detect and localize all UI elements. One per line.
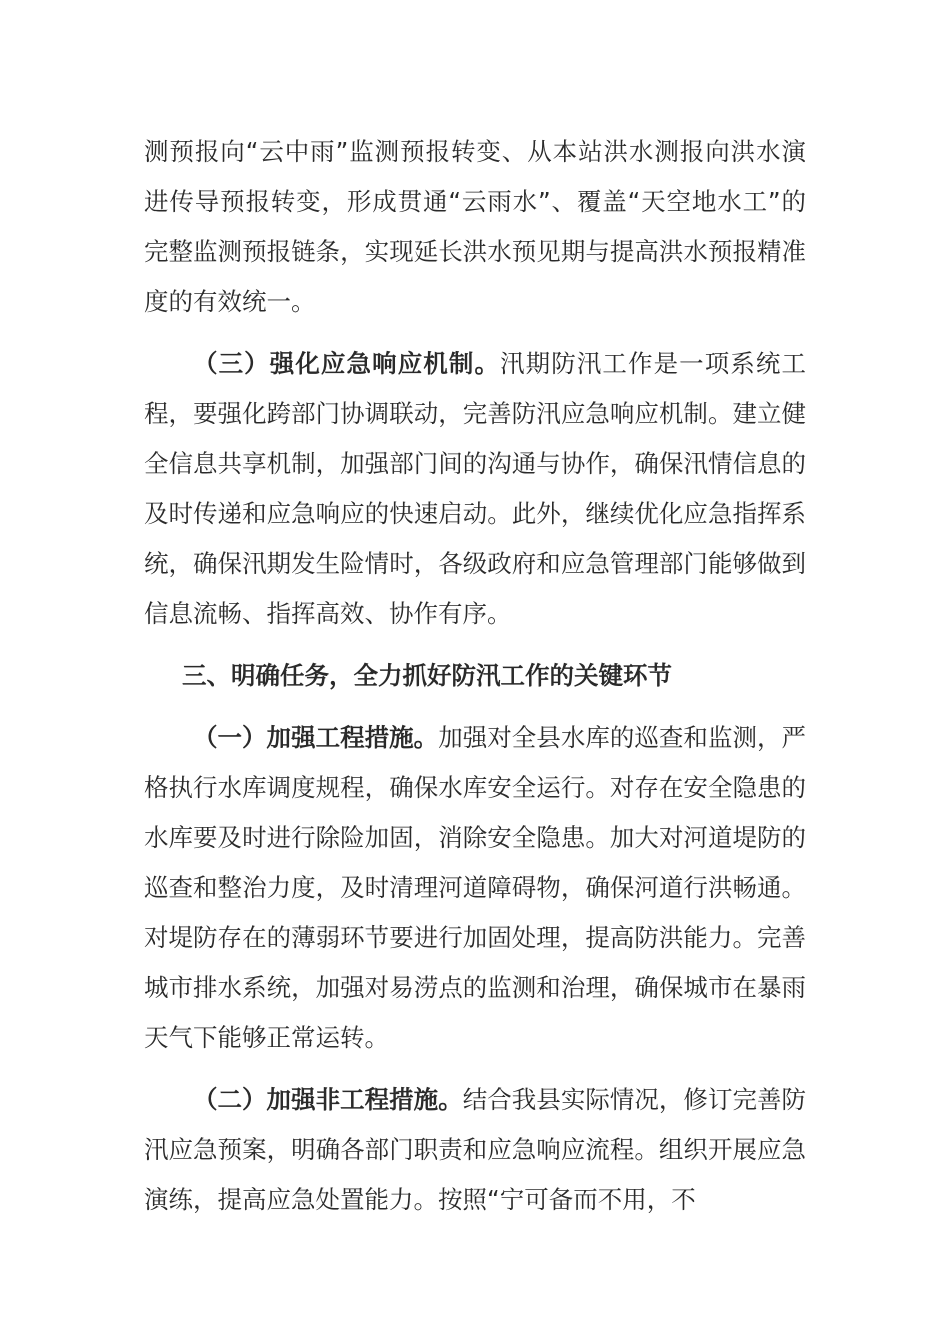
document-page (144, 127, 806, 1225)
section-heading: 三、明确任务，全力抓好防汛工作的关键环节 (182, 661, 672, 690)
paragraph-lead-title: （三）强化应急响应机制。 (193, 349, 501, 378)
paragraph-lead-title: （一）加强工程措施。 (193, 723, 439, 752)
paragraph-text: 结合我县实际情况，修订完善防汛应急预案，明确各部门职责和应急响应流程。组织开展应急演练，提高应急处置能力。按照“宁可备而不用，不 (144, 1085, 807, 1214)
paragraph-lead-title: （二）加强非工程措施。 (193, 1085, 463, 1114)
paragraph-text: 加强对全县水库的巡查和监测，严格执行水库调度规程，确保水库安全运行。对存在安全隐患的水库要及时进行除险加固，消除安全隐患。加大对河道堤防的巡查和整治力度，及时清理河道障碍物，确保河道行洪畅通。对堤防存在的薄弱环节要进行加固处理，提高防洪能力。完善城市排水系统，加强对易涝点的监测和治理，确保城市在暴雨天气下能够正常运转。 (144, 723, 807, 1052)
paragraph-text: 测预报向“云中雨”监测预报转变、从本站洪水测报向洪水演进传导预报转变，形成贯通“云雨水”、覆盖“天空地水工”的完整监测预报链条，实现延长洪水预见期与提高洪水预报精准度的有效统一。 (144, 137, 806, 316)
paragraph-emergency-response (144, 339, 806, 639)
paragraph-monitoring-forecast (144, 127, 806, 327)
paragraph-engineering-measures (144, 713, 806, 1063)
paragraph-non-engineering-measures (144, 1075, 806, 1225)
paragraph-text: 汛期防汛工作是一项系统工程，要强化跨部门协调联动，完善防汛应急响应机制。建立健全信息共享机制，加强部门间的沟通与协作，确保汛情信息的及时传递和应急响应的快速启动。此外，继续优化应急指挥系统，确保汛期发生险情时，各级政府和应急管理部门能够做到信息流畅、指挥高效、协作有序。 (144, 349, 807, 628)
